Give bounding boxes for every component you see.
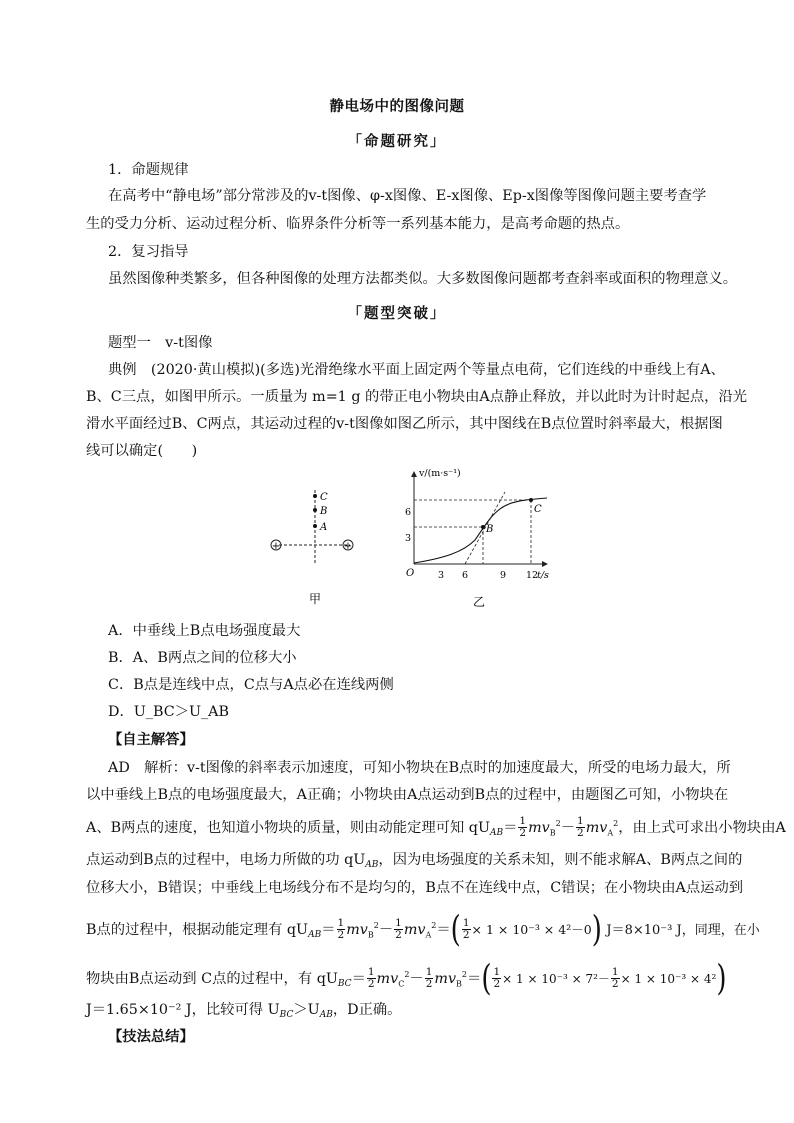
fraction-den: 2 [337, 929, 345, 942]
charge-right-sign: + [343, 541, 353, 552]
analysis-l6-calc: × 1 × 10⁻³ × 4²－0 [471, 921, 592, 937]
label-c: C [320, 492, 328, 503]
analysis-l3-minus: － [560, 819, 576, 836]
y-tick-3: 3 [405, 533, 412, 544]
fraction-den: 2 [425, 978, 433, 991]
analysis-l8-tail: ，D正确。 [332, 1002, 402, 1018]
option-d: D．U_BC＞U_AB [108, 704, 229, 720]
analysis-l8-sub2: AB [319, 1010, 333, 1020]
fraction-den: 2 [577, 827, 584, 840]
analysis-l6-tail: J＝8×10⁻³ J，同理，在小 [606, 922, 760, 938]
fraction-num: 1 [367, 966, 375, 979]
fraction-num: 1 [425, 966, 433, 979]
fraction-num: 1 [519, 815, 527, 828]
curve-point-b [481, 525, 485, 529]
label-b: B [320, 506, 328, 517]
analysis-line-7 [86, 958, 727, 1000]
analysis-l3-va: A [607, 828, 614, 838]
analysis-l3-sq2: 2 [613, 819, 619, 828]
y-tick-6: 6 [405, 507, 412, 518]
curve-label-b: B [486, 524, 494, 535]
x-tick-6: 6 [461, 570, 469, 581]
analysis-l8-sub1: BC [279, 1010, 294, 1020]
analysis-l3-text: A、B两点的速度，也知道小物块的质量，则由动能定理可知 qU [86, 819, 490, 836]
section-heading-research: 「命题研究」 [347, 133, 447, 150]
tangent-line [465, 492, 505, 564]
vt-curve [414, 498, 547, 563]
paren-close: ) [716, 958, 727, 1000]
analysis-line-6 [86, 909, 760, 951]
example-line-4: 线可以确定( ) [86, 443, 198, 459]
section-heading-types: 「题型突破」 [347, 305, 447, 322]
x-axis-label: t/s [537, 570, 549, 581]
example-line-1: 典例 (2020·黄山模拟)(多选)光滑绝缘水平面上固定两个等量点电荷，它们连线的中垂线上有A、 [108, 362, 725, 378]
option-b: B．A、B两点之间的位移大小 [108, 650, 297, 666]
fraction-den: 2 [493, 978, 501, 991]
figure-charges [262, 485, 362, 615]
analysis-l7-vc: C [398, 979, 405, 989]
paren-open: ( [481, 958, 492, 1000]
fraction-half [425, 967, 434, 990]
figure-vt-graph [395, 462, 555, 612]
fraction-num: 1 [577, 815, 584, 828]
origin-label: O [406, 568, 415, 579]
curve-label-c: C [534, 504, 542, 515]
fraction-den: 2 [462, 929, 470, 942]
summary-heading: 【技法总结】 [108, 1029, 194, 1045]
analysis-l7-mv2: mv [434, 970, 457, 987]
point-c [313, 494, 317, 498]
analysis-l7-mv: mv [376, 970, 399, 987]
analysis-line-8 [86, 1000, 401, 1025]
type-heading: 题型一 v-t图像 [108, 335, 213, 351]
analysis-line-4 [86, 850, 742, 875]
fraction-half [611, 967, 620, 990]
fraction-den: 2 [611, 978, 619, 991]
x-tick-12: 12 [525, 570, 539, 581]
analysis-l7-eq: ＝ [351, 970, 366, 987]
analysis-l6-eq2: ＝ [436, 921, 451, 938]
analysis-l3-tail: ，由上式可求出小物块由A [618, 819, 786, 836]
rule-line-1: 在高考中“静电场”部分常涉及的v-t图像、φ-x图像、E-x图像、Ep-x图像等图像问题主要考查学 [108, 188, 707, 204]
analysis-l6-sq2: 2 [431, 921, 437, 930]
analysis-l6-text: B点的过程中，根据动能定理有 qU [86, 921, 309, 938]
curve-point-c [529, 498, 533, 502]
analysis-l7-calc2: × 1 × 10⁻³ × 4² [620, 971, 717, 986]
fraction-half [518, 816, 527, 839]
fraction-half [462, 918, 471, 941]
point-b [313, 508, 317, 512]
analysis-l6-sq: 2 [373, 921, 379, 930]
analysis-l6-minus: － [378, 921, 394, 938]
analysis-l3-mv: mv [528, 819, 550, 836]
analysis-l6-vb: B [367, 930, 374, 940]
option-c: C．B点是连线中点，C点与A点必在连线两侧 [108, 677, 394, 693]
review-heading: 2．复习指导 [108, 244, 189, 260]
fraction-num: 1 [611, 966, 619, 979]
analysis-line-3 [86, 814, 786, 844]
analysis-l6-eq: ＝ [321, 921, 336, 938]
analysis-l7-sub: BC [337, 978, 352, 989]
fraction-num: 1 [395, 917, 402, 930]
analysis-line-5: 位移大小，B错误；中垂线上电场线分布不是均匀的，B点不在连线中点，C错误；在小物块由A点运动到 [86, 880, 744, 896]
label-a: A [320, 522, 328, 533]
answer-heading: 【自主解答】 [108, 732, 194, 748]
paren-open: ( [450, 909, 461, 951]
example-line-2: B、C三点，如图甲所示。一质量为 m=1 g 的带正电小物块由A点静止释放，并以此时为计时起点，沿光 [86, 389, 748, 405]
fraction-den: 2 [367, 978, 375, 991]
fraction-den: 2 [519, 827, 527, 840]
page-title: 静电场中的图像问题 [329, 98, 465, 115]
analysis-l8-gt: ＞U [293, 1002, 320, 1018]
analysis-l4-sub: AB [365, 860, 379, 870]
y-axis-label: v/(m·s⁻¹) [419, 468, 461, 479]
analysis-l7-sq2: 2 [461, 970, 468, 979]
fraction-half [492, 967, 501, 990]
charge-left-sign: + [271, 541, 281, 552]
analysis-l7-eq2: ＝ [467, 970, 482, 987]
example-line-3: 滑水平面经过B、C两点，其运动过程的v-t图像如图乙所示，其中图线在B点位置时斜率最大，根据图 [86, 416, 723, 432]
point-a [313, 524, 317, 528]
analysis-l7-calc1: × 1 × 10⁻³ × 7²－ [502, 971, 610, 986]
rule-heading: 1．命题规律 [108, 162, 189, 178]
fraction-half [576, 816, 585, 839]
review-line: 虽然图像种类繁多，但各种图像的处理方法都类似。大多数图像问题都考查斜率或面积的物理意义。 [108, 271, 738, 287]
fraction-half [337, 918, 346, 941]
x-tick-3: 3 [437, 570, 445, 581]
analysis-l6-mv2: mv [403, 921, 426, 938]
analysis-l3-mv2: mv [585, 819, 608, 836]
analysis-l7-text: 物块由B点运动到 C点的过程中，有 qU [86, 970, 338, 987]
analysis-l6-va: A [425, 930, 432, 940]
paren-close: ) [591, 909, 602, 951]
fraction-half [367, 967, 376, 990]
fraction-num: 1 [337, 917, 345, 930]
analysis-l7-minus: － [409, 970, 424, 987]
caption-right: 乙 [472, 595, 486, 609]
analysis-l7-sq: 2 [404, 970, 410, 979]
analysis-l6-mv: mv [346, 921, 368, 938]
fraction-num: 1 [462, 917, 470, 930]
rule-line-2: 生的受力分析、运动过程分析、临界条件分析等一系列基本能力，是高考命题的热点。 [86, 216, 630, 232]
analysis-line-2: 以中垂线上B点的电场强度最大，A正确；小物块由A点运动到B点的过程中，由题图乙可知，小物块在 [86, 787, 729, 803]
x-tick-9: 9 [499, 570, 507, 581]
fraction-den: 2 [395, 929, 402, 942]
analysis-l8-text: J＝1.65×10⁻² J，比较可得 U [86, 1002, 280, 1018]
analysis-l4-text: 点运动到B点的过程中，电场力所做的功 qU [86, 852, 366, 868]
analysis-l7-vb: B [456, 979, 462, 989]
analysis-l4-tail: ，因为电场强度的关系未知，则不能求解A、B两点之间的 [378, 852, 743, 868]
analysis-l3-sub: AB [490, 827, 504, 838]
analysis-l3-eq: ＝ [503, 819, 518, 836]
fraction-half [394, 918, 403, 941]
analysis-l6-sub: AB [308, 929, 322, 940]
fraction-num: 1 [493, 966, 501, 979]
analysis-l3-vb: B [549, 828, 556, 838]
analysis-line-1: AD 解析：v-t图像的斜率表示加速度，可知小物块在B点时的加速度最大，所受的电场力最大，所 [108, 760, 731, 776]
option-a: A．中垂线上B点电场强度最大 [108, 623, 301, 639]
analysis-l3-sq: 2 [555, 819, 561, 828]
caption-left: 甲 [308, 592, 322, 606]
